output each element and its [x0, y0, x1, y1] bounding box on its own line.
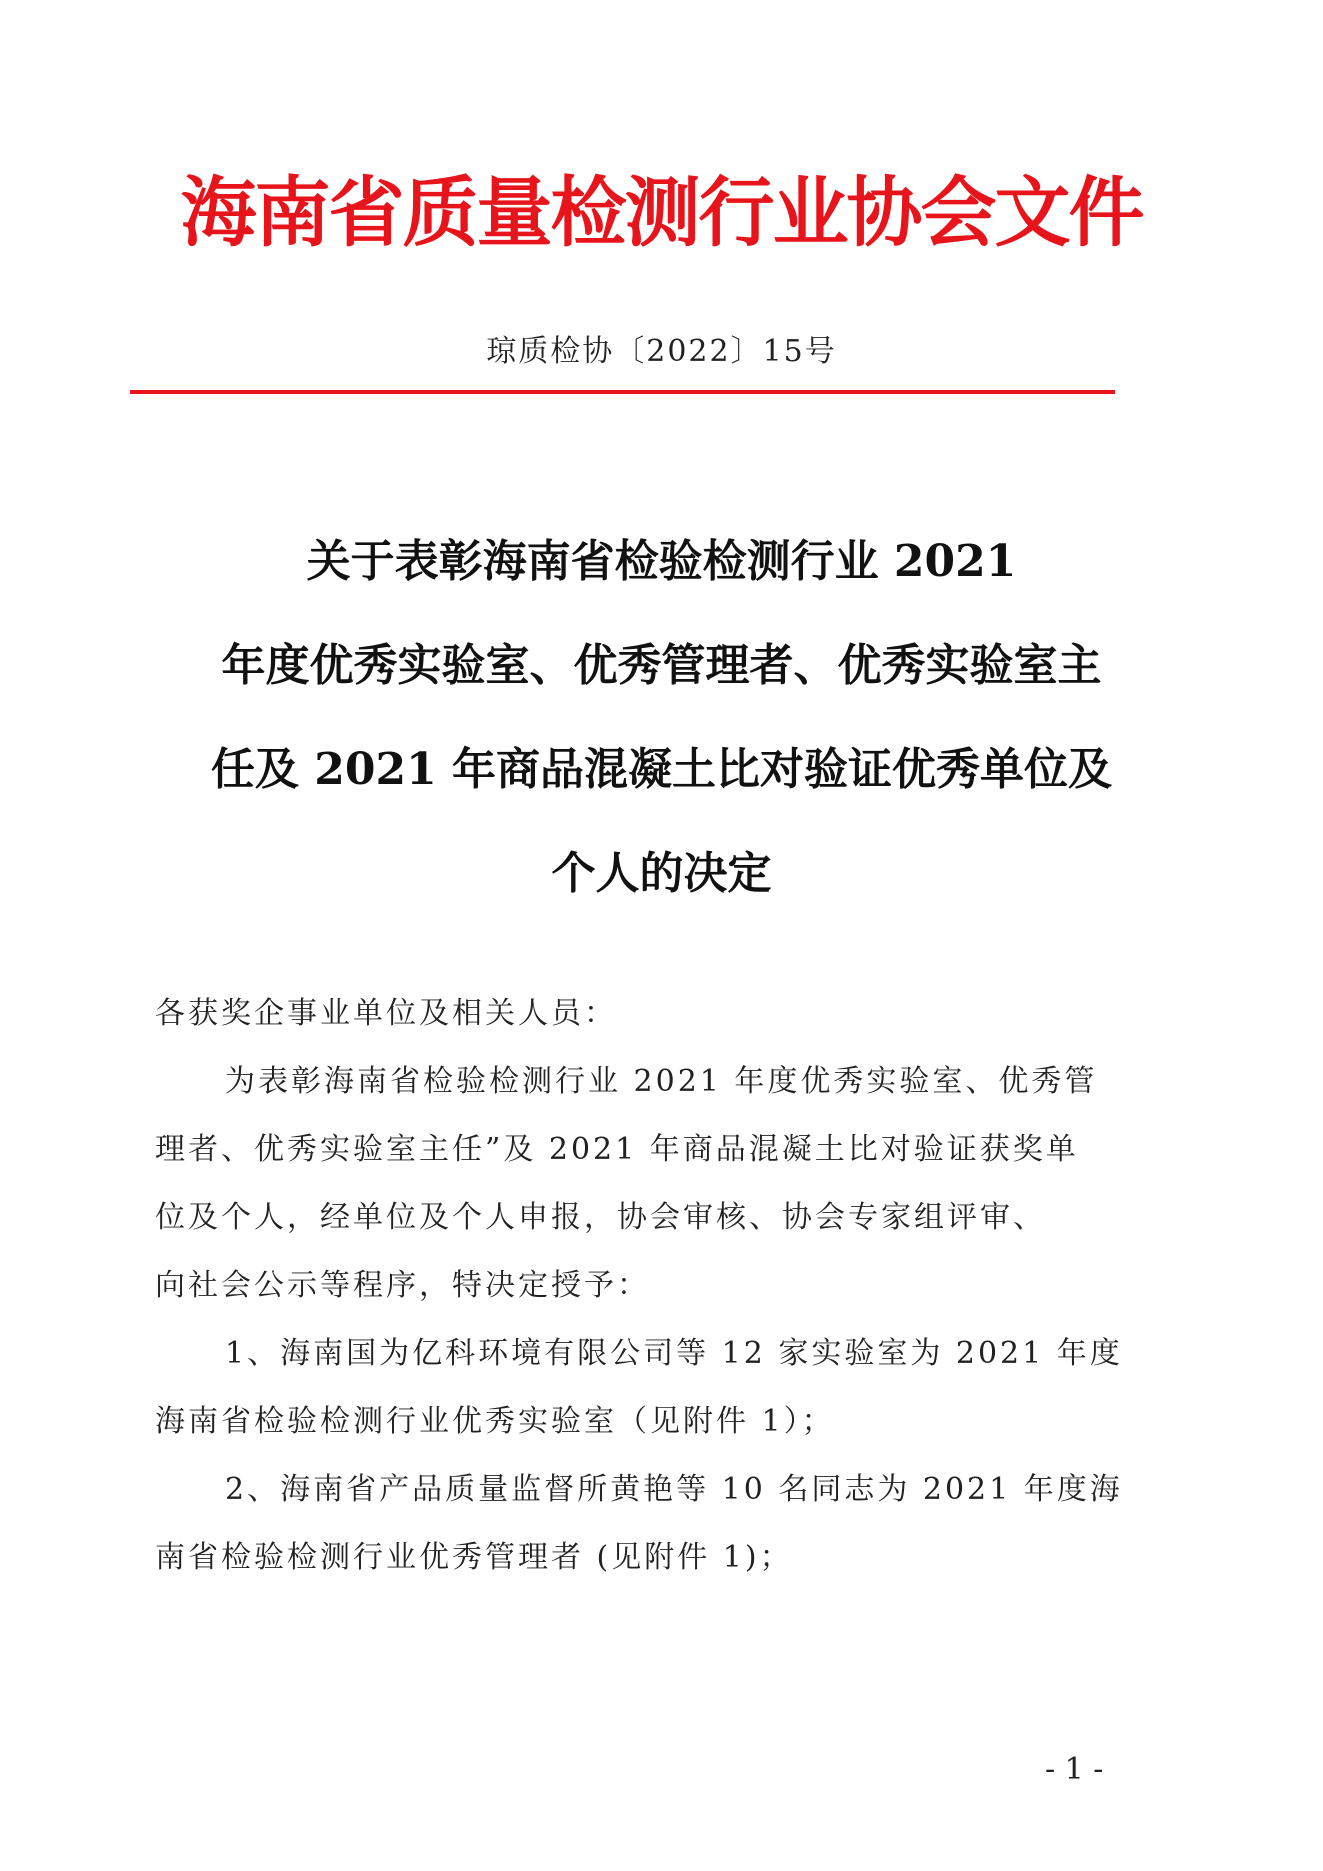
paragraph-line: 南省检验检测行业优秀管理者 (见附件 1)； — [155, 1540, 793, 1575]
paragraph-line: 2、海南省产品质量监督所黄艳等 10 名同志为 2021 年度海 — [225, 1472, 1123, 1507]
award-item-1 — [155, 1320, 1135, 1456]
document-number: 琼质检协〔2022〕15号 — [486, 334, 837, 369]
paragraph-line: 理者、优秀实验室主任”及 2021 年商品混凝土比对验证获奖单 — [155, 1132, 1079, 1167]
award-item-2 — [155, 1456, 1135, 1592]
masthead-title: 海南省质量检测行业协会文件 — [180, 168, 1143, 257]
title-line: 关于表彰海南省检验检测行业 2021 — [306, 536, 1017, 587]
paragraph-line: 向社会公示等程序，特决定授予： — [155, 1268, 650, 1303]
page-number: - 1 - — [1045, 1752, 1104, 1787]
title-line: 个人的决定 — [551, 848, 772, 899]
decision-title — [130, 510, 1193, 926]
paragraph-line: 1、海南国为亿科环境有限公司等 12 家实验室为 2021 年度 — [225, 1336, 1123, 1371]
salutation: 各获奖企事业单位及相关人员： — [155, 996, 617, 1031]
paragraph-line: 海南省检验检测行业优秀实验室（见附件 1）； — [155, 1404, 835, 1439]
red-divider-line — [130, 390, 1115, 394]
paragraph-line: 位及个人，经单位及个人申报，协会审核、协会专家组评审、 — [155, 1200, 1046, 1235]
body-text — [155, 980, 1135, 1592]
title-line: 任及 2021 年商品混凝土比对验证优秀单位及 — [210, 744, 1113, 795]
paragraph-line: 为表彰海南省检验检测行业 2021 年度优秀实验室、优秀管 — [225, 1064, 1098, 1099]
intro-paragraph — [155, 1048, 1135, 1320]
title-line: 年度优秀实验室、优秀管理者、优秀实验室主 — [221, 640, 1102, 691]
salutation-paragraph — [155, 980, 1135, 1048]
